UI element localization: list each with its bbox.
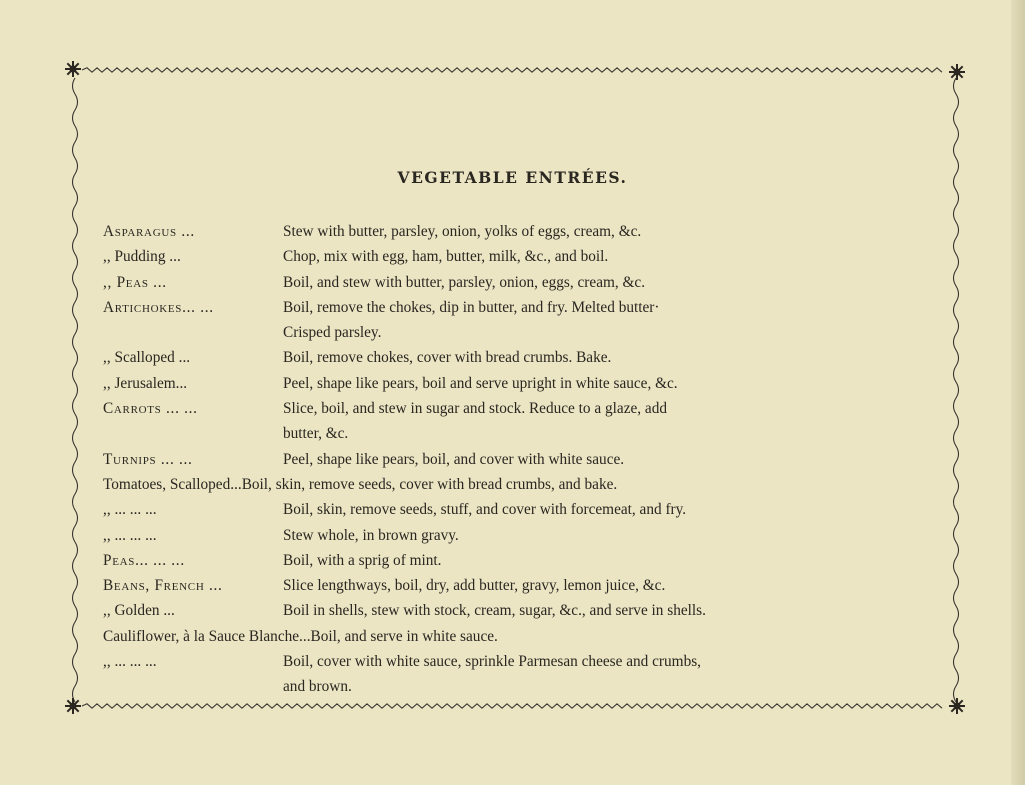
entry-artichokes-cont [103, 320, 935, 345]
entry-desc: Stew with butter, parsley, onion, yolks of eggs, cream, &c. [283, 223, 642, 240]
entry-artichokes [103, 295, 935, 320]
entry-label: ,, Scalloped ... [103, 349, 191, 367]
entry-label: ,, ... ... ... [103, 501, 157, 519]
corner-star-icon [949, 64, 965, 80]
entry-full-line: Cauliflower, à la Sauce Blanche...Boil, and serve in white sauce. [103, 627, 498, 645]
entry-label: Beans, French ... [103, 577, 223, 595]
entry-cauliflower-parmesan [103, 649, 935, 674]
entry-label: ,, Peas ... [103, 273, 167, 291]
entry-desc: Boil, and stew with butter, parsley, onion, eggs, cream, &c. [283, 273, 646, 291]
entry-label: Carrots ... ... [103, 400, 198, 418]
entry-label: ,, Jerusalem... [103, 374, 188, 392]
entry-desc: Boil, skin, remove seeds, stuff, and cover with forcemeat, and fry. [283, 501, 687, 519]
entry-peas [103, 548, 935, 573]
entry-desc: Slice lengthways, boil, dry, add butter, gravy, lemon juice, &c. [283, 577, 666, 595]
entry-label: ,, Golden ... [103, 602, 175, 620]
entry-label: Asparagus ... [103, 223, 195, 240]
entry-desc: Slice, boil, and stew in sugar and stock. Reduce to a glaze, add [283, 400, 668, 418]
corner-star-icon [65, 61, 81, 77]
corner-star-icon [949, 698, 965, 714]
entry-artichokes-jerusalem [103, 371, 935, 396]
entry-carrots-cont [103, 421, 935, 446]
entry-desc-continued: and brown. [283, 678, 352, 696]
entry-label: Peas... ... ... [103, 551, 185, 569]
corner-star-icon [65, 698, 81, 714]
entry-desc: Peel, shape like pears, boil, and cover with white sauce. [283, 450, 625, 468]
entry-desc: Boil in shells, stew with stock, cream, sugar, &c., and serve in shells. [283, 602, 706, 620]
entry-desc: Peel, shape like pears, boil and serve upright in white sauce, &c. [283, 374, 678, 392]
entry-artichokes-scalloped [103, 345, 935, 370]
entry-label: ,, ... ... ... [103, 526, 157, 544]
entry-beans-french [103, 573, 935, 598]
entry-cauliflower-cont [103, 674, 935, 699]
entry-desc: Chop, mix with egg, ham, butter, milk, &c., and boil. [283, 248, 609, 266]
entries-list [103, 219, 935, 700]
entry-tomatoes-stuffed [103, 497, 935, 522]
entry-desc: Boil, with a sprig of mint. [283, 551, 442, 569]
entry-tomatoes-scalloped [103, 472, 935, 497]
entry-asparagus [103, 219, 935, 244]
entry-tomatoes-stewed [103, 523, 935, 548]
entry-label: ,, ... ... ... [103, 653, 157, 671]
entry-label: Turnips ... ... [103, 450, 193, 468]
entry-label: Artichokes... ... [103, 298, 214, 316]
entry-desc: Stew whole, in brown gravy. [283, 526, 459, 544]
bottom-wavy-rule [82, 704, 942, 708]
entry-desc-continued: Crisped parsley. [283, 324, 382, 342]
entry-desc: Boil, remove chokes, cover with bread crumbs. Bake. [283, 349, 612, 367]
page-title: VEGETABLE ENTRÉES. [397, 168, 628, 187]
entry-beans-golden [103, 598, 935, 623]
entry-full-line: Tomatoes, Scalloped...Boil, skin, remove seeds, cover with bread crumbs, and bake. [103, 475, 618, 493]
entry-desc-continued: butter, &c. [283, 425, 349, 443]
top-wavy-rule [82, 68, 942, 72]
entry-turnips [103, 447, 935, 472]
entry-asparagus-pudding [103, 244, 935, 269]
entry-label: ,, Pudding ... [103, 248, 181, 266]
entry-desc: Boil, remove the chokes, dip in butter, and fry. Melted butter· [283, 298, 660, 316]
entry-desc: Boil, cover with white sauce, sprinkle Parmesan cheese and crumbs, [283, 653, 701, 671]
entry-asparagus-peas [103, 270, 935, 295]
entry-cauliflower [103, 624, 935, 649]
entry-carrots [103, 396, 935, 421]
